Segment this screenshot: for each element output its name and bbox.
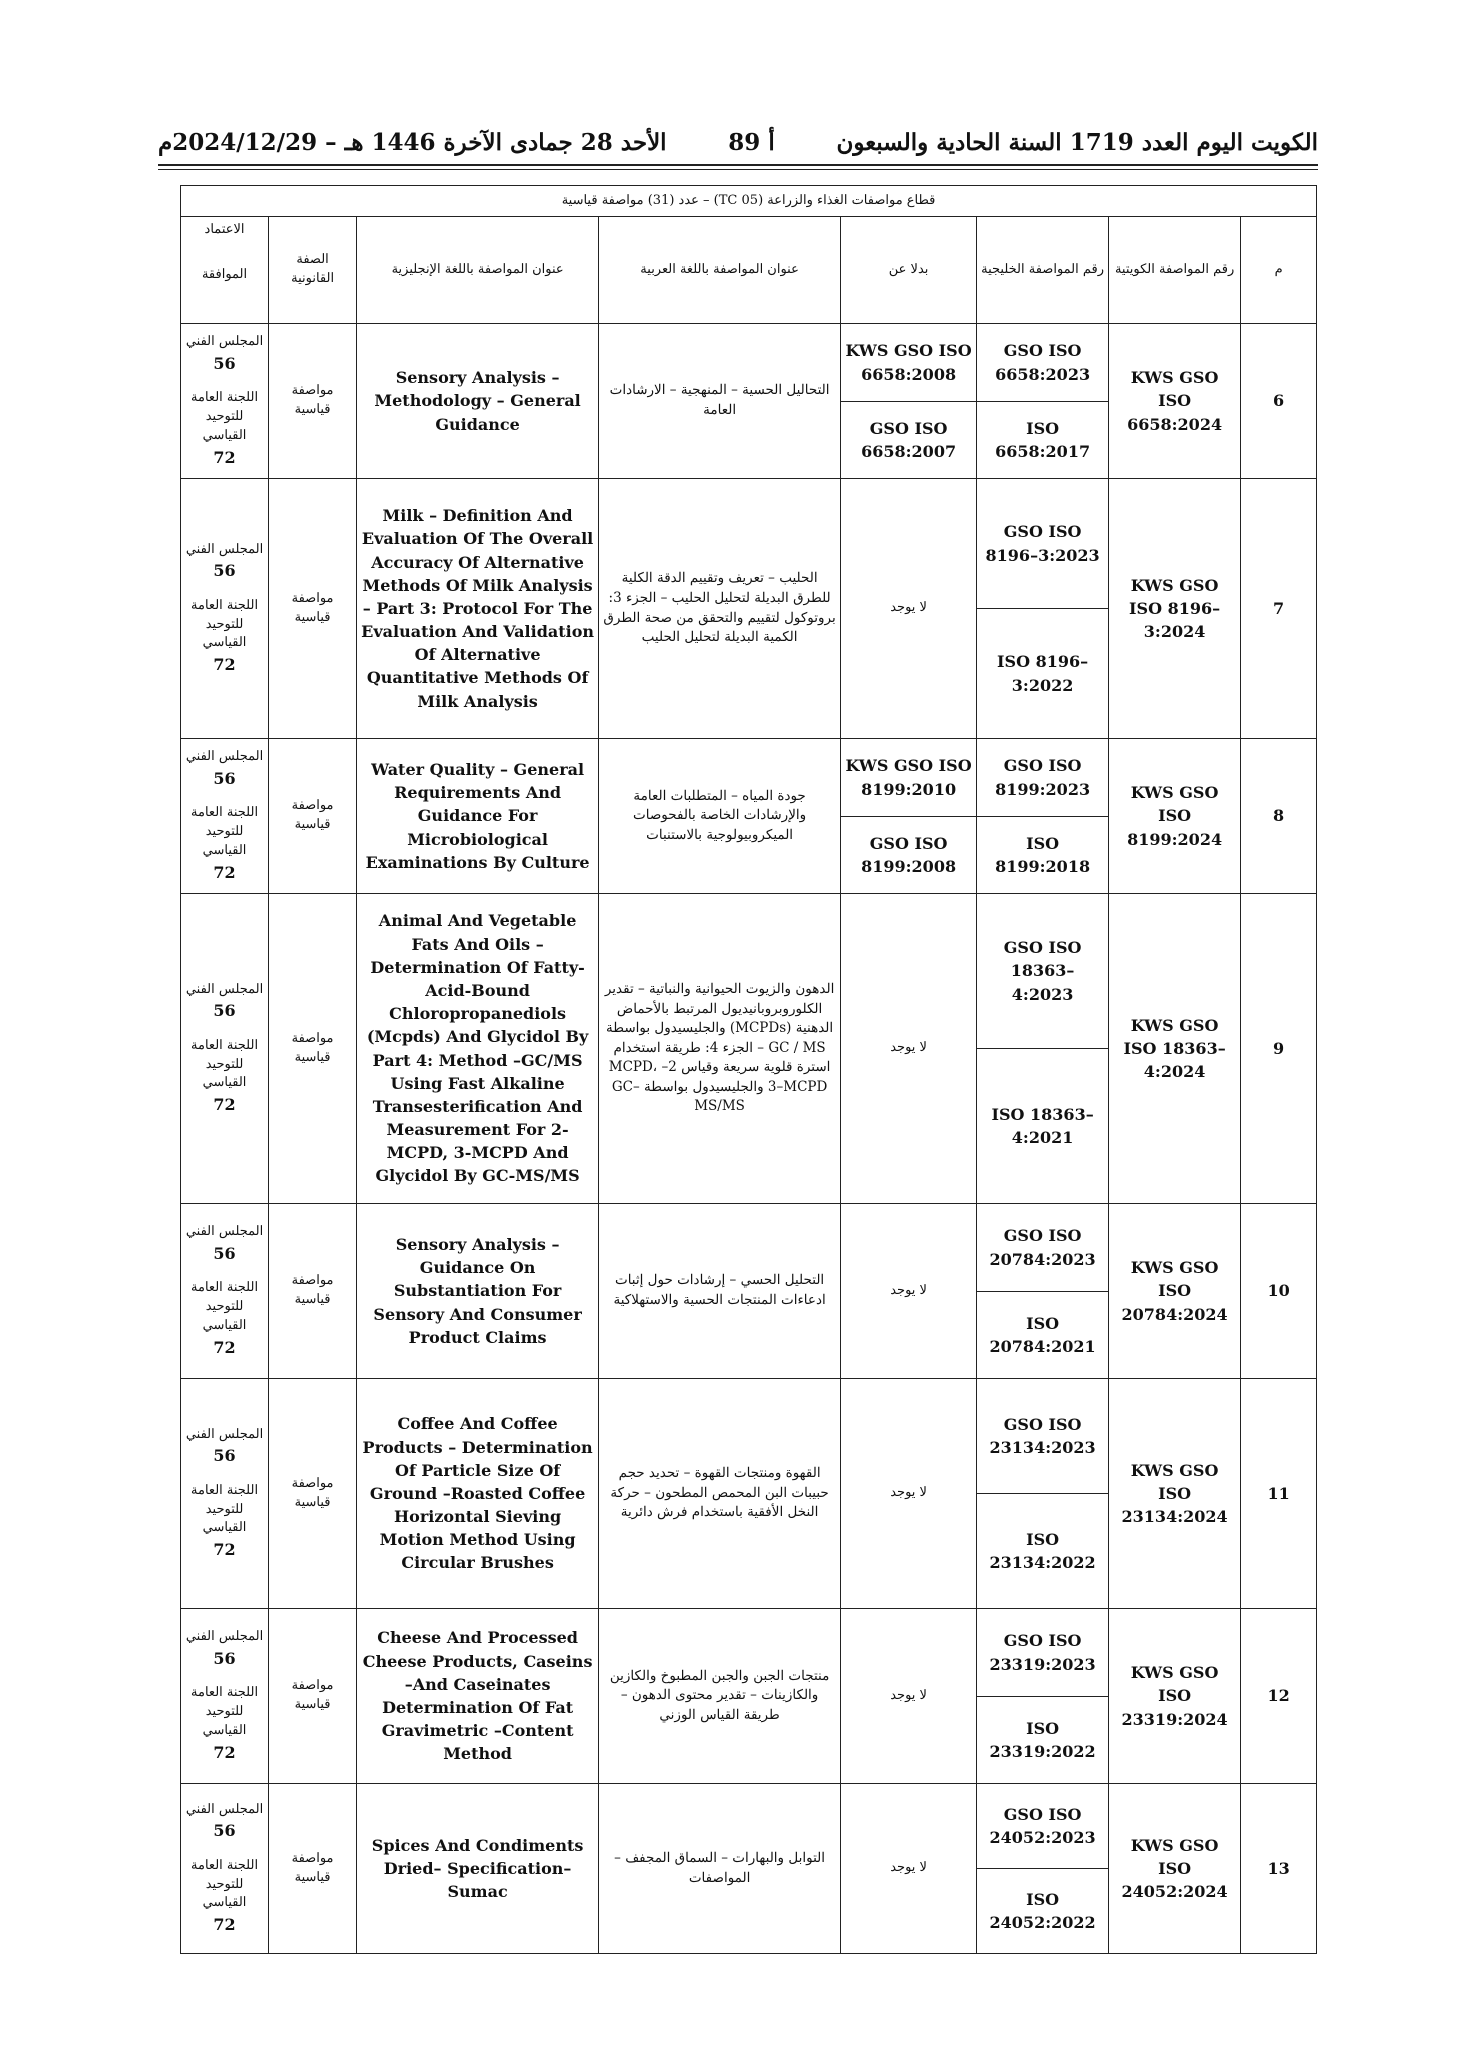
approval-cell: [181, 324, 269, 479]
replaces-code: KWS GSO ISO 6658:2008: [841, 324, 977, 402]
table-row: [181, 1784, 1317, 1869]
approval-committee: اللجنة العامة للتوحيد القياسي: [191, 1037, 259, 1091]
legal-status: مواصفة قياسية: [269, 894, 357, 1204]
approval-council: المجلس الفني: [185, 541, 264, 557]
title-arabic: القهوة ومنتجات القهوة – تحديد حجم حبيبات البن المحمص المطحون – حركة النخل الأفقية باستخدام فرش دائرية: [599, 1379, 841, 1609]
gso-code: ISO 24052:2022: [977, 1869, 1109, 1954]
row-number: 8: [1241, 739, 1317, 894]
kws-code: KWS GSO ISO 23134:2024: [1109, 1379, 1241, 1609]
title-english: Spices And Condiments Dried– Specification–Sumac: [357, 1784, 599, 1954]
approval-council: المجلس الفني: [185, 981, 264, 997]
approval-council: المجلس الفني: [185, 1629, 264, 1645]
title-english: Coffee And Coffee Products – Determination Of Particle Size Of Ground –Roasted Coffee Horizontal Sieving Motion Method Using Circular Brushes: [357, 1379, 599, 1609]
approval-council: المجلس الفني: [185, 1426, 264, 1442]
replaces-code: KWS GSO ISO 8199:2010: [841, 739, 977, 817]
title-english: Sensory Analysis – Guidance On Substantiation For Sensory And Consumer Product Claims: [357, 1204, 599, 1379]
replaces-code: لا يوجد: [841, 479, 977, 739]
col-header-kws: رقم المواصفة الكويتية: [1109, 217, 1241, 324]
kws-code: KWS GSO ISO 8199:2024: [1109, 739, 1241, 894]
replaces-code: لا يوجد: [841, 1204, 977, 1379]
col-header-approval: [181, 217, 269, 324]
title-arabic: التوابل والبهارات – السماق المجفف – المواصفات: [599, 1784, 841, 1954]
col-header-approval-2: الموافقة: [201, 266, 248, 282]
col-header-title-en: عنوان المواصفة باللغة الإنجليزية: [357, 217, 599, 324]
approval-committee-number: 72: [213, 1337, 236, 1357]
gso-code: GSO ISO 24052:2023: [977, 1784, 1109, 1869]
title-english: Animal And Vegetable Fats And Oils – Determination Of Fatty-Acid-Bound Chloropropanediols (Mcpds) And Glycidol By Part 4: Method –GC/MS Using Fast Alkaline Transesterification And Measurement For 2-MCPD, 3-MCPD And Glycidol By GC-MS/MS: [357, 894, 599, 1204]
table-row: [181, 894, 1317, 1049]
approval-committee-number: 72: [213, 1540, 236, 1560]
legal-status: مواصفة قياسية: [269, 1784, 357, 1954]
table-row: [181, 324, 1317, 402]
replaces-code: GSO ISO 6658:2007: [841, 402, 977, 479]
gso-code: GSO ISO 18363–4:2023: [977, 894, 1109, 1049]
approval-council: المجلس الفني: [185, 334, 264, 350]
gso-code: ISO 18363–4:2021: [977, 1049, 1109, 1204]
gso-code: GSO ISO 23134:2023: [977, 1379, 1109, 1494]
table-caption: قطاع مواصفات الغذاء والزراعة (TC 05) – عدد (31) مواصفة قياسية: [181, 186, 1317, 217]
row-number: 6: [1241, 324, 1317, 479]
title-arabic: جودة المياه – المتطلبات العامة والإرشادات الخاصة بالفحوصات الميكروبيولوجية بالاستنبات: [599, 739, 841, 894]
approval-committee: اللجنة العامة للتوحيد القياسي: [191, 1482, 259, 1536]
gso-code: ISO 8196–3:2022: [977, 609, 1109, 739]
approval-council-number: 56: [213, 1648, 236, 1668]
replaces-code: لا يوجد: [841, 1784, 977, 1954]
approval-committee: اللجنة العامة للتوحيد القياسي: [191, 1857, 259, 1911]
gso-code: GSO ISO 20784:2023: [977, 1204, 1109, 1292]
gso-code: GSO ISO 8196–3:2023: [977, 479, 1109, 609]
col-header-gso: رقم المواصفة الخليجية: [977, 217, 1109, 324]
col-header-no: م: [1241, 217, 1317, 324]
row-number: 10: [1241, 1204, 1317, 1379]
approval-committee-number: 72: [213, 447, 236, 467]
row-number: 7: [1241, 479, 1317, 739]
kws-code: KWS GSO ISO 18363–4:2024: [1109, 894, 1241, 1204]
replaces-code: GSO ISO 8199:2008: [841, 817, 977, 894]
approval-committee: اللجنة العامة للتوحيد القياسي: [191, 1280, 259, 1333]
legal-status: مواصفة قياسية: [269, 1609, 357, 1784]
table-row: [181, 1379, 1317, 1494]
approval-council-number: 56: [213, 1243, 236, 1263]
kws-code: KWS GSO ISO 20784:2024: [1109, 1204, 1241, 1379]
gso-code: GSO ISO 8199:2023: [977, 739, 1109, 817]
header-rule: [158, 164, 1318, 166]
approval-council-number: 56: [213, 353, 236, 373]
approval-committee-number: 72: [213, 862, 236, 882]
title-english: Cheese And Processed Cheese Products, Caseins –And Caseinates Determination Of Fat Gravimetric –Content Method: [357, 1609, 599, 1784]
approval-committee-number: 72: [213, 655, 236, 675]
approval-committee-number: 72: [213, 1095, 236, 1115]
approval-committee-number: 72: [213, 1742, 236, 1762]
approval-cell: [181, 1379, 269, 1609]
approval-cell: [181, 1204, 269, 1379]
legal-status: مواصفة قياسية: [269, 1204, 357, 1379]
replaces-code: لا يوجد: [841, 1609, 977, 1784]
legal-status: مواصفة قياسية: [269, 479, 357, 739]
approval-council-number: 56: [213, 768, 236, 788]
kws-code: KWS GSO ISO 6658:2024: [1109, 324, 1241, 479]
kws-code: KWS GSO ISO 24052:2024: [1109, 1784, 1241, 1954]
table-row: [181, 1204, 1317, 1292]
col-header-status: الصفة القانونية: [269, 217, 357, 324]
gso-code: ISO 23134:2022: [977, 1494, 1109, 1609]
approval-cell: [181, 894, 269, 1204]
header-issue: الكويت اليوم العدد 1719 السنة الحادية والسبعون: [836, 128, 1318, 156]
title-english: Milk – Definition And Evaluation Of The Overall Accuracy Of Alternative Methods Of Milk Analysis – Part 3: Protocol For The Evaluation And Validation Of Alternative Quantitative Methods Of Milk Analysis: [357, 479, 599, 739]
table-row: [181, 739, 1317, 817]
replaces-code: لا يوجد: [841, 894, 977, 1204]
row-number: 11: [1241, 1379, 1317, 1609]
approval-council-number: 56: [213, 1821, 236, 1841]
gso-code: ISO 8199:2018: [977, 817, 1109, 894]
gso-code: ISO 20784:2021: [977, 1292, 1109, 1379]
header-date: الأحد 28 جمادى الآخرة 1446 هـ – 2024/12/29م: [158, 128, 667, 156]
approval-committee: اللجنة العامة للتوحيد القياسي: [191, 805, 259, 858]
row-number: 12: [1241, 1609, 1317, 1784]
col-header-replaces: بدلا عن: [841, 217, 977, 324]
approval-council-number: 56: [213, 561, 236, 581]
title-arabic: الحليب – تعريف وتقييم الدقة الكلية للطرق البديلة لتحليل الحليب – الجزء 3: بروتوكول لتقييم والتحقق من صحة الطرق الكمية البديلة لتحليل الحليب: [599, 479, 841, 739]
approval-cell: [181, 1609, 269, 1784]
legal-status: مواصفة قياسية: [269, 1379, 357, 1609]
kws-code: KWS GSO ISO 23319:2024: [1109, 1609, 1241, 1784]
replaces-code: لا يوجد: [841, 1379, 977, 1609]
table-row: [181, 1609, 1317, 1697]
col-header-approval-1: الاعتماد: [204, 222, 245, 237]
kws-code: KWS GSO ISO 8196–3:2024: [1109, 479, 1241, 739]
approval-council: المجلس الفني: [185, 1801, 264, 1817]
legal-status: مواصفة قياسية: [269, 739, 357, 894]
title-english: Water Quality – General Requirements And Guidance For Microbiological Examinations By Culture: [357, 739, 599, 894]
row-number: 9: [1241, 894, 1317, 1204]
table-row: [181, 479, 1317, 609]
gso-code: ISO 6658:2017: [977, 402, 1109, 479]
standards-table: [180, 185, 1317, 1954]
approval-cell: [181, 739, 269, 894]
approval-committee: اللجنة العامة للتوحيد القياسي: [191, 390, 259, 443]
page-header: [158, 120, 1318, 164]
row-number: 13: [1241, 1784, 1317, 1954]
header-rule-thin: [158, 169, 1318, 170]
gso-code: GSO ISO 6658:2023: [977, 324, 1109, 402]
legal-status: مواصفة قياسية: [269, 324, 357, 479]
approval-committee-number: 72: [213, 1915, 236, 1935]
gso-code: ISO 23319:2022: [977, 1697, 1109, 1784]
approval-council-number: 56: [213, 1001, 236, 1021]
approval-cell: [181, 479, 269, 739]
title-arabic: التحاليل الحسية – المنهجية – الارشادات العامة: [599, 324, 841, 479]
title-english: Sensory Analysis – Methodology – General Guidance: [357, 324, 599, 479]
title-arabic: التحليل الحسي – إرشادات حول إثبات ادعاءات المنتجات الحسية والاستهلاكية: [599, 1204, 841, 1379]
header-page-number: أ 89: [728, 128, 775, 156]
approval-council-number: 56: [213, 1446, 236, 1466]
approval-cell: [181, 1784, 269, 1954]
approval-council: المجلس الفني: [185, 749, 264, 765]
gso-code: GSO ISO 23319:2023: [977, 1609, 1109, 1697]
col-header-title-ar: عنوان المواصفة باللغة العربية: [599, 217, 841, 324]
approval-council: المجلس الفني: [185, 1224, 264, 1240]
title-arabic: الدهون والزيوت الحيوانية والنباتية – تقدير الكلوروبروبانيديول المرتبط بالأحماض الدهنية (MCPDs) والجليسيدول بواسطة GC / MS – الجزء 4: طريقة استخدام استرة قلوية سريعة وقياس 2– MCPD، 3–MCPD والجليسيدول بواسطة GC–MS/MS: [599, 894, 841, 1204]
table-header-row: [181, 217, 1317, 324]
title-arabic: منتجات الجبن والجبن المطبوخ والكازين والكازينات – تقدير محتوى الدهون – طريقة القياس الوزني: [599, 1609, 841, 1784]
approval-committee: اللجنة العامة للتوحيد القياسي: [191, 597, 259, 651]
approval-committee: اللجنة العامة للتوحيد القياسي: [191, 1685, 259, 1738]
